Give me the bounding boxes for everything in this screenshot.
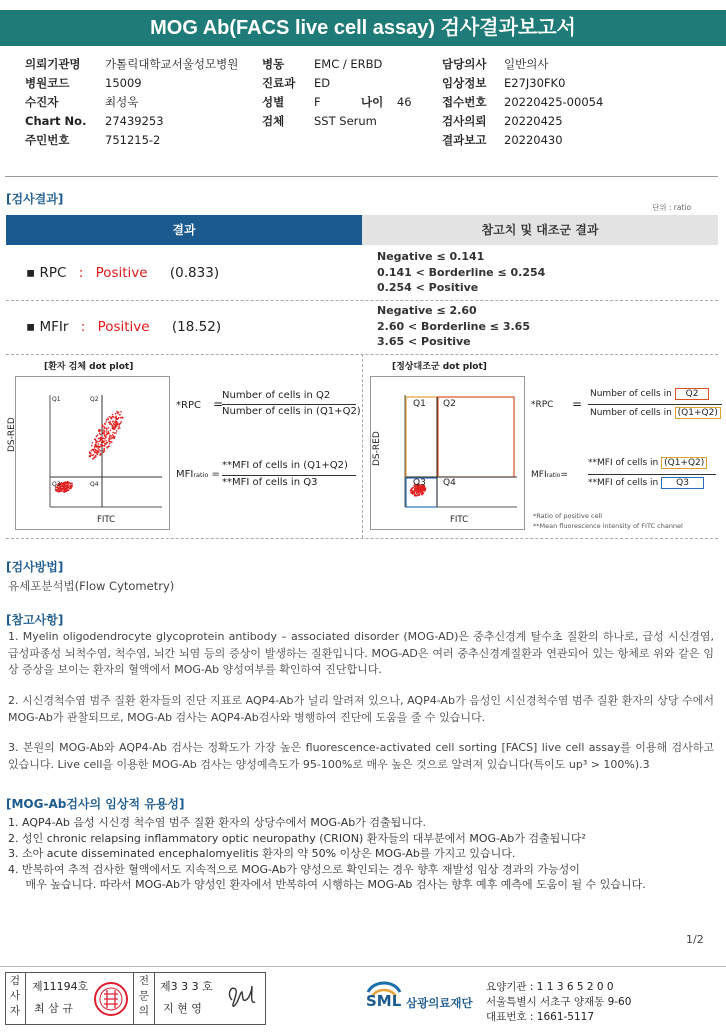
scatter-dot <box>104 450 106 452</box>
scatter-dot <box>109 436 111 438</box>
scatter-dot <box>120 417 122 419</box>
scatter-dot <box>95 450 97 452</box>
field-value: F <box>314 95 321 109</box>
scatter-dot <box>419 493 421 495</box>
x-axis-label: FITC <box>97 515 116 525</box>
scatter-dot <box>115 413 117 415</box>
scatter-dot <box>410 490 412 492</box>
field-value: SST Serum <box>314 114 377 128</box>
column-divider <box>362 354 363 538</box>
results-section-title: [검사결과] <box>6 192 64 206</box>
scatter-dot <box>94 446 96 448</box>
scatter-dot <box>118 412 120 414</box>
scatter-dot <box>103 452 105 454</box>
rpc-numerator: Number of cells in Q2 <box>590 389 709 399</box>
result-column-header: 결과 <box>6 215 362 245</box>
scatter-dot <box>104 434 106 436</box>
scatter-dot <box>101 438 103 440</box>
scatter-dot <box>107 419 109 421</box>
field-label: 주민번호 <box>25 133 70 147</box>
scatter-dot <box>416 493 418 495</box>
scatter-dot <box>118 428 120 430</box>
scatter-dot <box>97 434 99 436</box>
scatter-dot <box>90 450 92 452</box>
report-title: MOG Ab(FACS live cell assay) 검사결과보고서 <box>0 10 726 46</box>
mfir-reference <box>377 303 530 350</box>
bullet: ▪ <box>26 265 36 281</box>
rpc-formula-label: *RPC <box>176 400 201 411</box>
scatter-dot <box>97 454 99 456</box>
result-value: (0.833) <box>169 265 220 281</box>
scatter-dot <box>65 482 67 484</box>
unit-label: 단위 : ratio <box>652 203 692 212</box>
y-axis-label: DS-RED <box>7 417 17 452</box>
scatter-dot <box>97 441 99 443</box>
scatter-dot <box>113 435 115 437</box>
field-label: 접수번호 <box>442 95 487 109</box>
scatter-dot <box>110 430 112 432</box>
field-value: 20220425 <box>504 114 563 128</box>
notes-section-title: [참고사항] <box>6 613 64 627</box>
scatter-dot <box>96 445 98 447</box>
scatter-dot <box>419 491 421 493</box>
scatter-dot <box>103 437 105 439</box>
scatter-dot <box>114 424 116 426</box>
scatter-dot <box>67 487 69 489</box>
scatter-dot <box>121 421 123 423</box>
scatter-dot <box>119 414 121 416</box>
reference-line: 3.65 < Positive <box>377 335 471 348</box>
scatter-dot <box>109 435 111 437</box>
bullet: ▪ <box>26 319 36 335</box>
reference-line: 0.254 < Positive <box>377 281 479 294</box>
field-label: 의뢰기관명 <box>25 57 81 71</box>
scatter-dot <box>102 431 104 433</box>
mfi-numerator: **MFI of cells in (Q1+Q2) <box>222 460 348 471</box>
mfi-numerator: **MFI of cells in (Q1+Q2) <box>588 458 707 468</box>
field-value: 46 <box>396 95 412 109</box>
org-info-line: 서울특별시 서초구 양재동 9-60 <box>486 996 632 1008</box>
row-divider <box>6 538 718 539</box>
scatter-dot <box>414 489 416 491</box>
field-value: ED <box>314 76 331 90</box>
scatter-dot <box>71 483 73 485</box>
field-label: 검사의뢰 <box>442 114 487 128</box>
scatter-dot <box>115 432 117 434</box>
scatter-dot <box>112 421 114 423</box>
field-value: 20220425-00054 <box>504 95 604 109</box>
scatter-dot <box>105 440 107 442</box>
field-label: 병동 <box>262 57 285 71</box>
scatter-dot <box>95 444 97 446</box>
scatter-dot <box>102 445 104 447</box>
q3-label: Q3 <box>413 478 426 488</box>
reference-line: Negative ≤ 0.141 <box>377 250 485 263</box>
q1-label: Q1 <box>52 396 61 403</box>
scatter-dot <box>108 431 110 433</box>
field-label: 담당의사 <box>442 57 487 71</box>
x-axis-label: FITC <box>450 515 469 525</box>
header-col3-values <box>504 55 603 150</box>
scatter-dot <box>106 433 108 435</box>
reference-line: Negative ≤ 2.60 <box>377 304 477 317</box>
q2-label: Q2 <box>443 399 456 409</box>
scatter-dot <box>97 445 99 447</box>
fraction-line <box>222 475 356 476</box>
scatter-dot <box>112 414 114 416</box>
scatter-dot <box>117 418 119 420</box>
signer-name: 최 삼 규 <box>34 1002 73 1015</box>
scatter-dot <box>94 452 96 454</box>
scatter-dot <box>102 450 104 452</box>
scatter-dot <box>106 442 108 444</box>
page-number: 1/2 <box>686 933 704 946</box>
fraction-line <box>588 404 722 405</box>
scatter-dot <box>107 417 109 419</box>
note-paragraph: 2. 시신경척수염 범주 질환 환자들의 진단 지표로 AQP4-Ab가 널리 알려져 있으나, AQP4-Ab가 음성인 시신경척수염 범주 질환 환자의 상당 수에서 MOG-Ab가 관찰되므로, MOG-Ab 검사는 AQP4-Ab검사와 병행하여 진단에 도움을 줄 수 있습니다. <box>8 694 714 724</box>
scatter-dot <box>105 421 107 423</box>
scatter-dot <box>95 442 97 444</box>
scatter-dot <box>112 437 114 439</box>
field-value: 일반의사 <box>504 57 549 71</box>
scatter-dot <box>108 427 110 429</box>
scatter-dot <box>424 489 426 491</box>
y-axis-label: DS-RED <box>372 431 382 466</box>
scatter-dot <box>63 482 65 484</box>
field-value: 20220430 <box>504 133 563 147</box>
scatter-dot <box>107 447 109 449</box>
scatter-dot <box>114 427 116 429</box>
scatter-dot <box>69 488 71 490</box>
result-status: Positive <box>95 265 148 281</box>
scatter-dot <box>117 422 119 424</box>
control-plot-title: [정상대조군 dot plot] <box>392 362 487 372</box>
scatter-dot <box>422 491 424 493</box>
scatter-dot <box>91 445 93 447</box>
scatter-dot <box>103 440 105 442</box>
header-col2 <box>262 55 295 131</box>
scatter-dot <box>61 487 63 489</box>
seal-icon <box>92 980 130 1018</box>
separator: : <box>78 265 84 281</box>
field-value: 최성욱 <box>105 95 139 109</box>
scatter-dot <box>100 434 102 436</box>
scatter-dot <box>59 488 61 490</box>
scatter-dot <box>112 424 114 426</box>
scatter-dot <box>93 457 95 459</box>
footnote: *Ratio of positive cell <box>533 512 603 520</box>
footnote: **Mean fluorescence intensity of FITC channel <box>533 522 683 530</box>
field-label: 임상정보 <box>442 76 487 90</box>
rpc-denominator: Number of cells in (Q1+Q2) <box>222 406 361 417</box>
field-label: 진료과 <box>262 76 296 90</box>
scatter-dot <box>62 486 64 488</box>
scatter-dot <box>106 419 108 421</box>
scatter-dot <box>114 417 116 419</box>
scatter-dot <box>417 494 419 496</box>
scatter-dot <box>92 455 94 457</box>
logo-text: SML <box>366 992 402 1010</box>
mfir-result <box>26 319 221 335</box>
list-item: 매우 높습니다. 따라서 MOG-Ab가 양성인 환자에서 반복하여 시행하는 MOG-Ab 검사는 향후 예후 예측에 도움이 될 수 있습니다. <box>8 878 646 892</box>
age-field <box>361 93 412 112</box>
field-label: 성별 <box>262 95 285 109</box>
scatter-dot <box>104 445 106 447</box>
scatter-dot <box>112 427 114 429</box>
scatter-dot <box>109 441 111 443</box>
scatter-dot <box>121 417 123 419</box>
field-label: 결과보고 <box>442 133 487 147</box>
mfi-denominator: **MFI of cells in Q3 <box>588 478 704 488</box>
scatter-dot <box>100 439 102 441</box>
scatter-dot <box>67 485 69 487</box>
scatter-dot <box>114 422 116 424</box>
header-col1-values <box>105 55 238 150</box>
q2-label: Q2 <box>90 396 99 403</box>
q4-label: Q4 <box>90 481 99 488</box>
scatter-dot <box>421 489 423 491</box>
clinical-section-title: [MOG-Ab검사의 임상적 유용성] <box>6 797 185 811</box>
rpc-result <box>26 265 219 281</box>
scatter-dot <box>112 416 114 418</box>
license-number: 제3 3 3 호 <box>160 980 213 993</box>
scatter-dot <box>71 487 73 489</box>
scatter-dot <box>412 493 414 495</box>
scatter-dot <box>66 485 68 487</box>
list-item: 4. 반복하여 추적 검사한 혈액에서도 지속적으로 MOG-Ab가 양성으로 확인되는 경우 향후 재발성 임상 경과의 가능성이 <box>8 862 580 876</box>
scatter-dot <box>106 429 108 431</box>
scatter-dot <box>92 458 94 460</box>
signature-icon <box>222 980 262 1014</box>
row-divider <box>6 300 718 301</box>
note-paragraph: 1. Myelin oligodendrocyte glycoprotein antibody – associated disorder (MOG-AD)은 중추신경계 탈수초 질환의 하나로, 급성 시신경염,급성파종성 뇌척수염, 척수염, 뇌간 뇌염 등의 증상이 발생하는 질환입니다. MOG-AD은 여러 중추신경계질환과 연관되어 있는 항체로 위와 같은 임상 증상을 보이는 환자의 혈액에서 MOG-Ab 양성여부를 확인하여 진단합니다. <box>8 630 714 676</box>
scatter-dot <box>98 430 100 432</box>
scatter-dot <box>92 449 94 451</box>
scatter-dot <box>97 448 99 450</box>
org-info-line: 요양기관 : 1 1 3 6 5 2 0 0 <box>486 981 614 993</box>
field-label: 수진자 <box>25 95 59 109</box>
field-value: 가톨릭대학교서울성모병원 <box>105 57 239 71</box>
scatter-dot <box>110 423 112 425</box>
scatter-dot <box>100 450 102 452</box>
scatter-dot <box>64 486 66 488</box>
scatter-dot <box>103 430 105 432</box>
scatter-dot <box>104 438 106 440</box>
field-label: 검체 <box>262 114 285 128</box>
list-item: 1. AQP4-Ab 음성 시신경 척수염 범주 질환 환자의 상당수에서 MOG-Ab가 검출됩니다. <box>8 816 426 829</box>
result-name: MFIr <box>39 319 69 335</box>
scatter-dot <box>65 491 67 493</box>
scatter-dot <box>90 452 92 454</box>
scatter-dot <box>419 489 421 491</box>
org-info-line: 대표번호 : 1661-5117 <box>486 1011 595 1023</box>
scatter-dot <box>101 442 103 444</box>
rpc-reference <box>377 249 545 296</box>
result-status: Positive <box>97 319 150 335</box>
scatter-dot <box>92 442 94 444</box>
scatter-dot <box>97 452 99 454</box>
scatter-dot <box>63 487 65 489</box>
scatter-dot <box>108 422 110 424</box>
scatter-dot <box>67 481 69 483</box>
scatter-dot <box>109 443 111 445</box>
scatter-dot <box>414 494 416 496</box>
mfi-formula-label: MFIratio = <box>176 469 220 480</box>
scatter-dot <box>97 443 99 445</box>
field-value: EMC / ERBD <box>314 57 383 71</box>
reference-line: 2.60 < Borderline ≤ 3.65 <box>377 319 530 333</box>
org-info <box>486 980 631 1025</box>
field-value: 751215-2 <box>105 133 161 147</box>
scatter-dot <box>94 439 96 441</box>
reference-column-header: 참고치 및 대조군 결과 <box>362 215 718 245</box>
scatter-dot <box>108 445 110 447</box>
organization-name: 삼광의료재단 <box>406 996 473 1010</box>
q4-label: Q4 <box>443 478 456 488</box>
scatter-dot <box>104 423 106 425</box>
signer-role: 전문의 <box>138 975 150 1017</box>
field-label: Chart No. <box>25 114 87 128</box>
scatter-dot <box>116 430 118 432</box>
clinical-list <box>8 815 646 893</box>
list-item: 2. 성인 chronic relapsing inflammatory optic neuropathy (CRION) 환자들의 대부분에서 MOG-Ab가 검출됩니다² <box>8 831 586 845</box>
mfi-denominator: **MFI of cells in Q3 <box>222 477 318 488</box>
scatter-dot <box>104 428 106 430</box>
scatter-dot <box>106 431 108 433</box>
field-label: 병원코드 <box>25 76 70 90</box>
field-value: 15009 <box>105 76 142 90</box>
result-value: (18.52) <box>171 319 222 335</box>
scatter-dot <box>56 490 58 492</box>
signer-role: 검사자 <box>9 975 21 1017</box>
scatter-dot <box>113 426 115 428</box>
scatter-dot <box>68 490 70 492</box>
reference-line: 0.141 < Borderline ≤ 0.254 <box>377 265 546 279</box>
footer-divider <box>0 966 726 967</box>
fraction-line <box>222 404 356 405</box>
scatter-dot <box>59 491 61 493</box>
scatter-dot <box>114 432 116 434</box>
scatter-dot <box>98 438 100 440</box>
scatter-dot <box>95 455 97 457</box>
rpc-numerator: Number of cells in Q2 <box>222 390 331 401</box>
scatter-dot <box>110 438 112 440</box>
scatter-dot <box>101 427 103 429</box>
scatter-dot <box>96 436 98 438</box>
scatter-dot <box>115 415 117 417</box>
rpc-formula-label: *RPC <box>531 400 554 410</box>
scatter-dot <box>119 424 121 426</box>
scatter-dot <box>106 428 108 430</box>
mfi-formula-label: MFIratio= <box>531 470 568 480</box>
list-item: 3. 소아 acute disseminated encephalomyelitis 환자의 약 50% 이상은 MOG-Ab를 가지고 있습니다. <box>8 847 516 861</box>
scatter-dot <box>118 426 120 428</box>
q3-label: Q3 <box>52 481 61 488</box>
scatter-dot <box>100 444 102 446</box>
separator: : <box>80 319 86 335</box>
rpc-denominator: Number of cells in (Q1+Q2) <box>590 408 721 418</box>
scatter-dot <box>70 484 72 486</box>
scatter-dot <box>112 432 114 434</box>
method-section-title: [검사방법] <box>6 560 64 574</box>
scatter-dot <box>111 441 113 443</box>
scatter-dot <box>120 411 122 413</box>
divider <box>5 176 718 177</box>
scatter-dot <box>89 456 91 458</box>
scatter-dot <box>105 444 107 446</box>
field-value: 27439253 <box>105 114 164 128</box>
fraction-line <box>588 474 716 475</box>
scatter-dot <box>108 439 110 441</box>
scatter-dot <box>100 437 102 439</box>
signer-name: 지 현 영 <box>163 1002 202 1015</box>
field-label: 나이 <box>361 95 384 109</box>
scatter-dot <box>103 449 105 451</box>
header-col1 <box>25 55 86 150</box>
result-name: RPC <box>39 265 67 281</box>
patient-plot-title: [환자 검체 dot plot] <box>44 362 134 372</box>
note-paragraph: 3. 본원의 MOG-Ab와 AQP4-Ab 검사는 정확도가 가장 높은 fluorescence-activated cell sorting [FACS] live cell assay를 이용해 검사하고 있습니다. Live cell을 이용한 MOG-Ab 검사는 양성예측도가 95-100%로 매우 높은 것으로 알려져 있습니다(특이도 up³ > 100%).3 <box>8 741 714 771</box>
scatter-dot <box>100 453 102 455</box>
header-col3 <box>442 55 486 150</box>
scatter-dot <box>414 492 416 494</box>
field-value: E27J30FK0 <box>504 76 566 90</box>
method-text: 유세포분석법(Flow Cytometry) <box>8 579 175 593</box>
scatter-dot <box>110 417 112 419</box>
license-number: 제11194호 <box>32 980 89 993</box>
q1-label: Q1 <box>413 399 426 409</box>
scatter-dot <box>422 494 424 496</box>
scatter-dot <box>109 416 111 418</box>
